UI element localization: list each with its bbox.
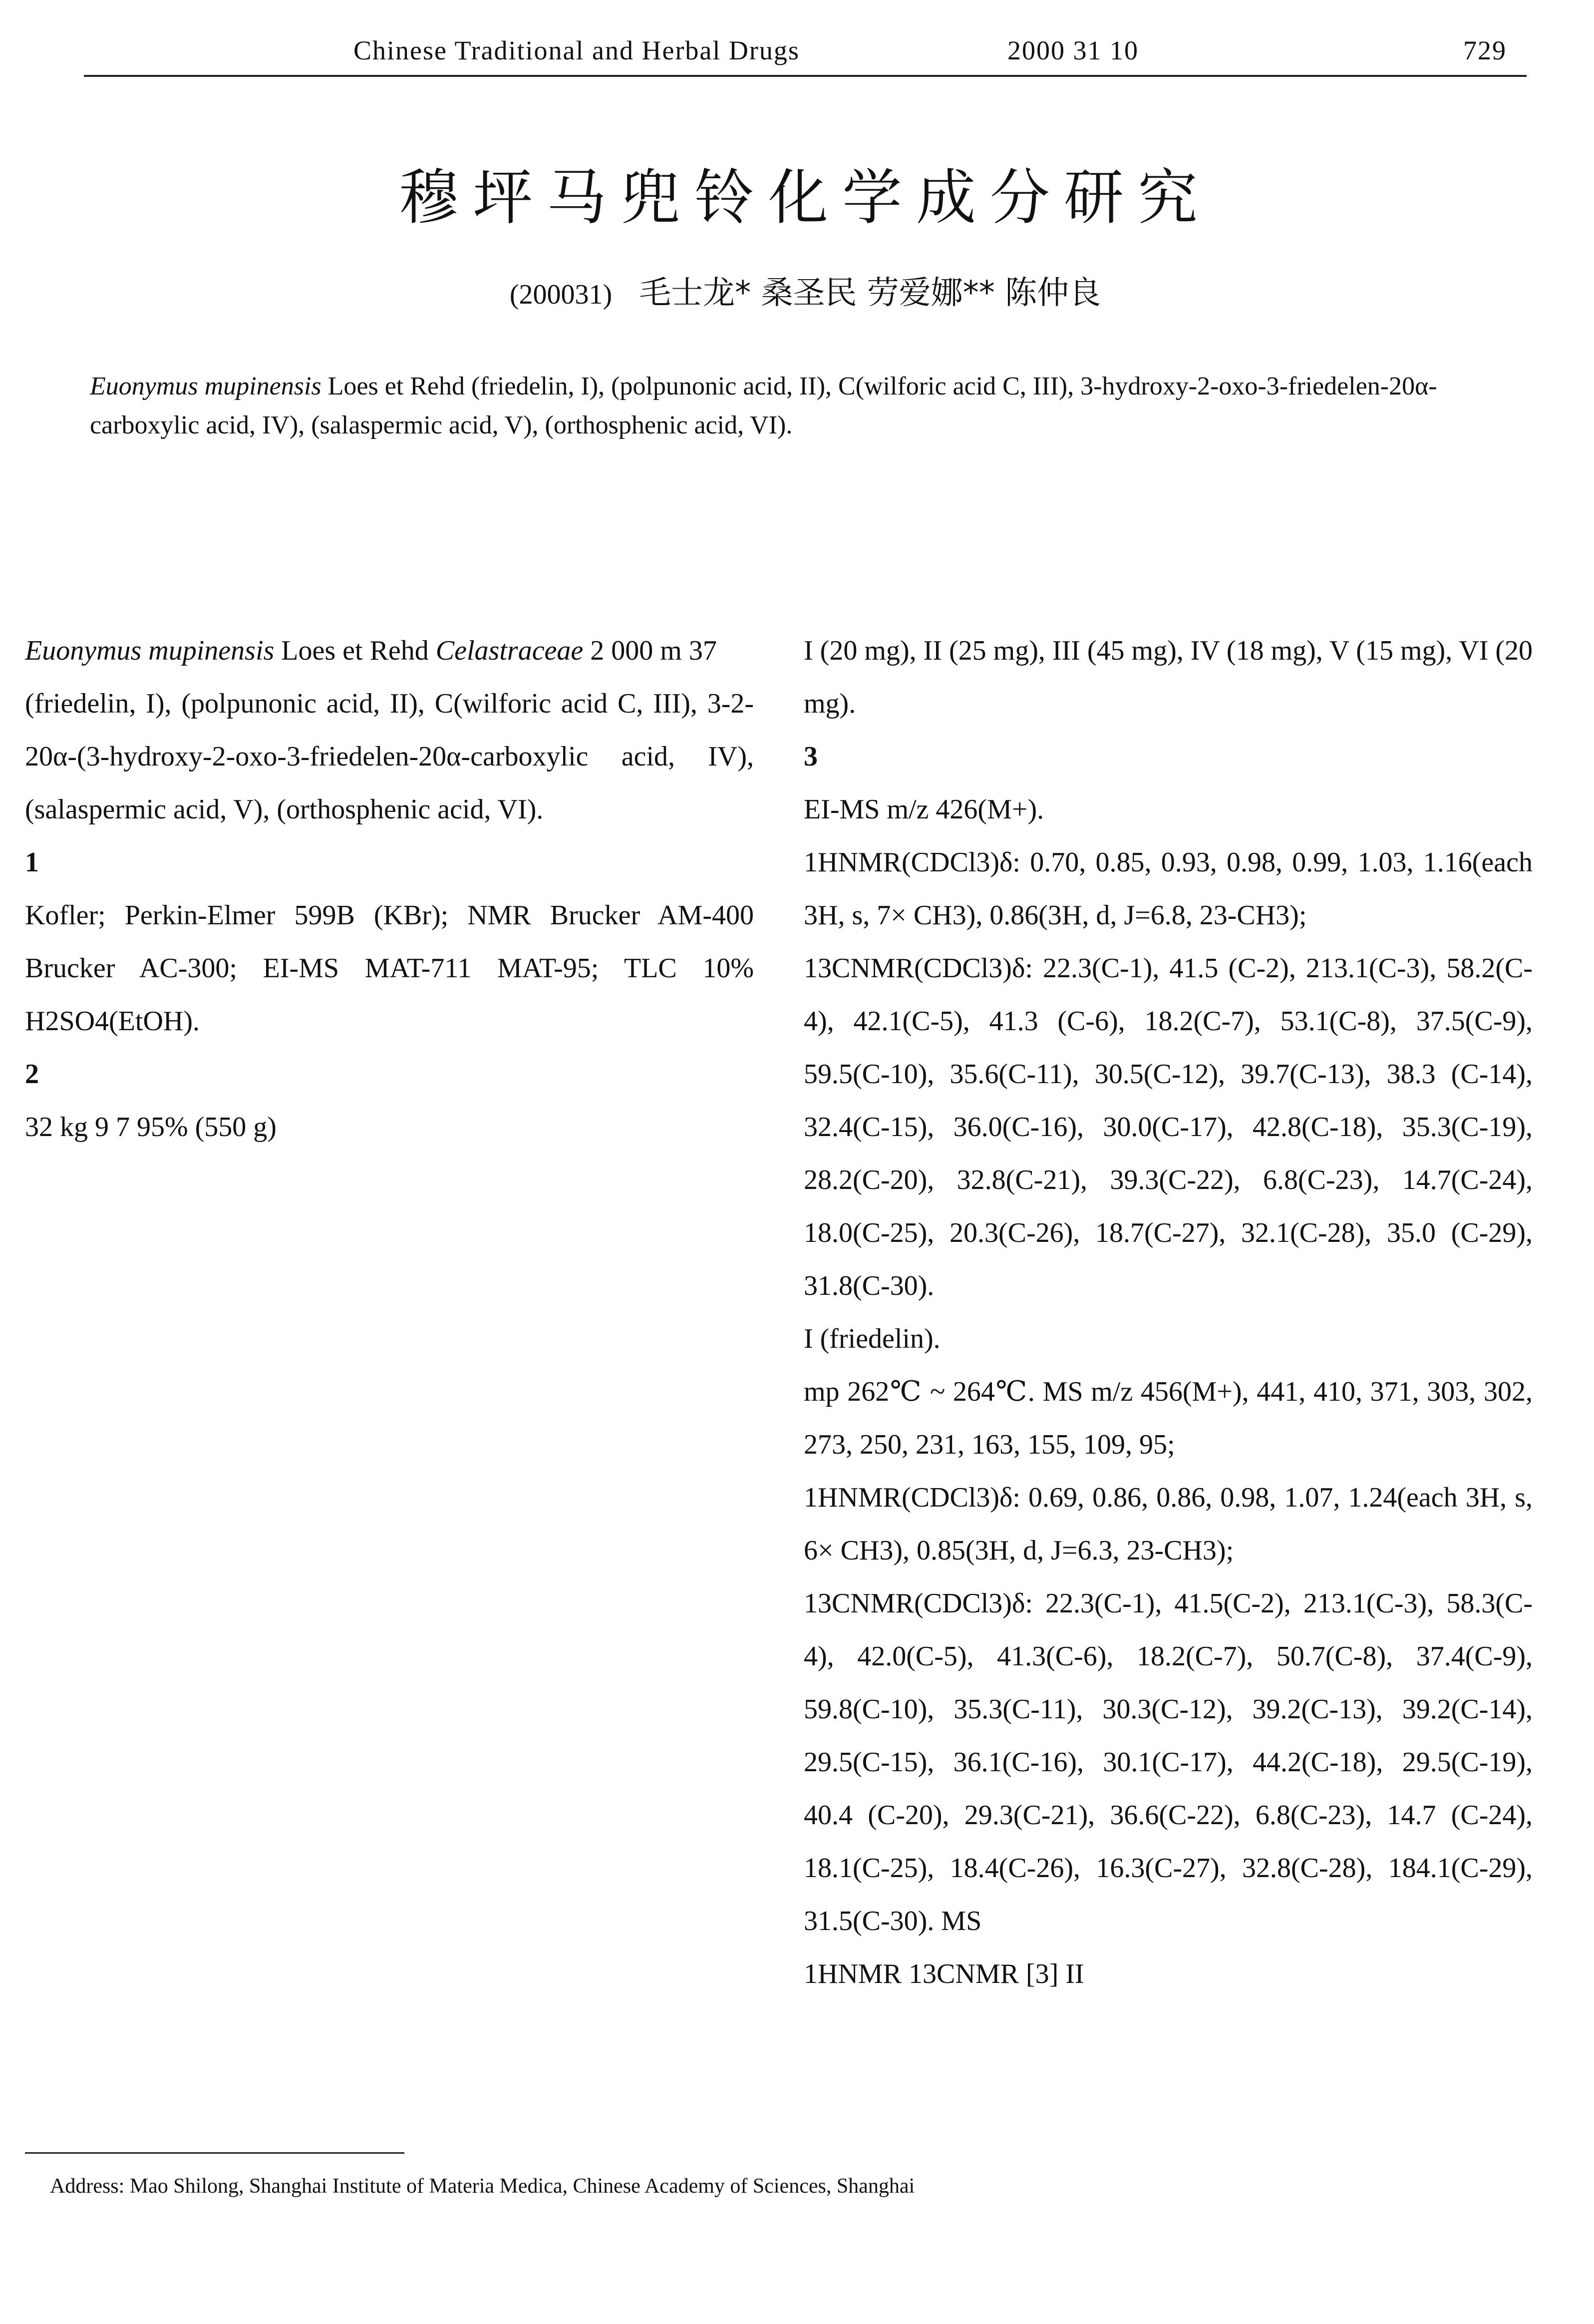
- compound-2-mp: mp 262℃ ~ 264℃. MS m/z 456(M+), 441, 410, 371, 303, 302, 273, 250, 231, 163, 155, 109, 95;: [804, 1376, 1533, 1460]
- altitude: 2 000 m: [590, 635, 682, 666]
- abstract-species-authority: Loes et Rehd: [327, 372, 465, 400]
- compounds-paragraph: (friedelin, I), (polpunonic acid, II), C(wilforic acid C, III), 3-2-20α-(3-hydroxy-2-oxo-3-friedelen-20α-carboxylic acid, IV), (salaspermic acid, V), (orthosphenic acid, VI).: [25, 688, 754, 825]
- footnote-rule: [25, 2152, 404, 2154]
- compound-2-tail: 1HNMR 13CNMR [3] II: [804, 1958, 1084, 1989]
- intro-paragraph: [25, 624, 754, 677]
- section-1-text: Kofler; Perkin-Elmer 599B (KBr); NMR Brucker AM-400 Brucker AC-300; EI-MS MAT-711 MAT-95; TLC 10% H2SO4(EtOH).: [25, 900, 754, 1037]
- abstract: [90, 367, 1488, 445]
- section-3-title: 3: [804, 741, 818, 772]
- author-line: [84, 267, 1527, 313]
- left-column: [25, 624, 754, 1154]
- running-header: [84, 26, 1527, 76]
- compound-1-id: I (friedelin).: [804, 1323, 941, 1354]
- abstract-compounds: (friedelin, I), (polpunonic acid, II), C(wilforic acid C, III), 3-hydroxy-2-oxo-3-friedelen-20α-carboxylic acid, IV), (salaspermic acid, V), (orthosphenic acid, VI).: [90, 372, 1437, 439]
- paper-title: 穆坪马兜铃化学成分研究: [399, 165, 1212, 231]
- abstract-species: Euonymus mupinensis: [90, 372, 321, 400]
- family-name: Celastraceae: [435, 635, 584, 666]
- compound-1-hnmr: 1HNMR(CDCl3)δ: 0.70, 0.85, 0.93, 0.98, 0.99, 1.03, 1.16(each 3H, s, 7× CH3), 0.86(3H, d, J=6.8, 23-CH3);: [804, 847, 1533, 931]
- yields-paragraph: I (20 mg), II (25 mg), III (45 mg), IV (18 mg), V (15 mg), VI (20 mg).: [804, 635, 1533, 719]
- affiliation-code: (200031): [509, 279, 613, 310]
- page-number: 729: [1463, 35, 1507, 65]
- compound-1-cnmr: 13CNMR(CDCl3)δ: 22.3(C-1), 41.5 (C-2), 213.1(C-3), 58.2(C-4), 42.1(C-5), 41.3 (C-6), 18.2(C-7), 53.1(C-8), 37.5(C-9), 59.5(C-10), 35.6(C-11), 30.5(C-12), 39.7(C-13), 38.3 (C-14), 32.4(C-15), 36.0(C-16), 30.0(C-17), 42.8(C-18), 35.3(C-19), 28.2(C-20), 32.8(C-21), 39.3(C-22), 6.8(C-23), 14.7(C-24), 18.0(C-25), 20.3(C-26), 18.7(C-27), 32.1(C-28), 35.0 (C-29), 31.8(C-30).: [804, 953, 1533, 1301]
- compound-2-hnmr: 1HNMR(CDCl3)δ: 0.69, 0.86, 0.86, 0.98, 1.07, 1.24(each 3H, s, 6× CH3), 0.85(3H, d, J=6.3, 23-CH3);: [804, 1482, 1533, 1566]
- compound-1-ms: EI-MS m/z 426(M+).: [804, 794, 1044, 825]
- footnote-address: Address: Mao Shilong, Shanghai Institute of Materia Medica, Chinese Academy of Sciences, Shanghai: [50, 2175, 915, 2198]
- section-2-title: 2: [25, 1059, 39, 1090]
- right-column: [804, 624, 1533, 2000]
- compound-2-cnmr: 13CNMR(CDCl3)δ: 22.3(C-1), 41.5(C-2), 213.1(C-3), 58.3(C-4), 42.0(C-5), 41.3(C-6), 18.2(C-7), 50.7(C-8), 37.4(C-9), 59.8(C-10), 35.3(C-11), 30.3(C-12), 39.2(C-13), 39.2(C-14), 29.5(C-15), 36.1(C-16), 30.1(C-17), 44.2(C-18), 29.5(C-19), 40.4 (C-20), 29.3(C-21), 36.6(C-22), 6.8(C-23), 14.7 (C-24), 18.1(C-25), 18.4(C-26), 16.3(C-27), 32.8(C-28), 184.1(C-29), 31.5(C-30). MS: [804, 1588, 1533, 1937]
- section-2-text: 32 kg 9 7 95% (550 g): [25, 1112, 277, 1143]
- footnote: [50, 2172, 1498, 2200]
- issue-info: 2000 31 10: [1007, 35, 1139, 65]
- header-rule: [84, 75, 1527, 77]
- intro-authority: Loes et Rehd: [281, 635, 429, 666]
- author-names: 毛士龙* 桑圣民 劳爱娜** 陈仲良: [639, 275, 1101, 312]
- temperature: 37: [688, 635, 717, 666]
- intro-species: Euonymus mupinensis: [25, 635, 275, 666]
- section-1-title: 1: [25, 847, 39, 878]
- journal-name: Chinese Traditional and Herbal Drugs: [353, 35, 800, 65]
